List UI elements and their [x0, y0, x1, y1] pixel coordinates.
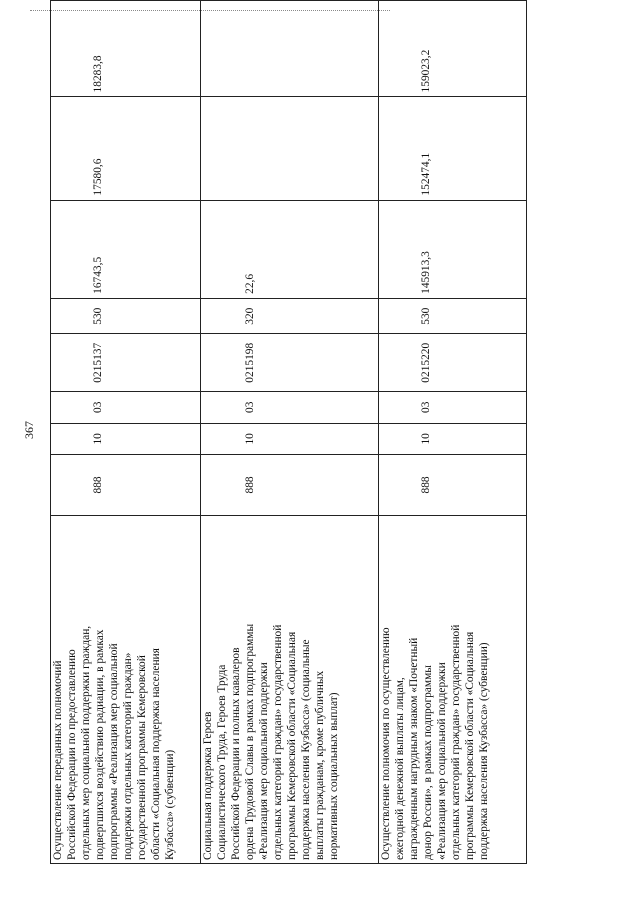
year2-amount: 17580,6 — [51, 97, 201, 200]
description-line: отдельных мер социальной поддержки граждан, — [80, 625, 92, 860]
description-line: ордена Трудовой Славы в рамках подпрограммы — [244, 623, 256, 860]
description-line: поддержка населения Кузбасса» (социальные — [300, 639, 312, 860]
description-line: Социалистического Труда, Героев Труда — [216, 664, 228, 860]
year2-amount — [201, 97, 379, 200]
description-line: нормативных социальных выплат) — [328, 692, 340, 860]
table-row — [379, 1, 527, 864]
section-code: 10 — [201, 423, 379, 455]
ministry-code: 888 — [201, 455, 379, 516]
year1-amount: 22,6 — [201, 200, 379, 298]
description-line: Осуществление переданных полномочий — [52, 660, 64, 860]
target-article-code: 0215198 — [201, 334, 379, 392]
subsection-code: 03 — [379, 392, 527, 424]
description-line: поддержка населения Кузбасса» (субвенции) — [478, 642, 490, 860]
description-line: отдельных категорий граждан» государственной — [450, 624, 462, 860]
ministry-code: 888 — [51, 455, 201, 516]
year3-amount: 159023,2 — [379, 1, 527, 97]
description-line: Российской Федерации по предоставлению — [66, 649, 78, 860]
description-line: «Реализация мер социальной поддержки — [258, 662, 270, 860]
expense-type-code: 320 — [201, 298, 379, 334]
subsection-code: 03 — [51, 392, 201, 424]
expense-type-code: 530 — [379, 298, 527, 334]
year3-amount: 18283,8 — [51, 1, 201, 97]
expense-type-code: 530 — [51, 298, 201, 334]
description-line: поддержки отдельных категорий граждан» — [122, 652, 134, 860]
description-line: области «Социальная поддержка населения — [150, 648, 162, 860]
description-line: Осуществление полномочия по осуществлению — [380, 627, 392, 860]
row-description — [51, 515, 201, 863]
section-code: 10 — [379, 423, 527, 455]
budget-table — [50, 0, 527, 864]
description-line: подвергшихся воздействию радиации, в рамках — [94, 629, 106, 860]
description-line: отдельных категорий граждан» государственной — [272, 624, 284, 860]
description-line: донор России», в рамках подпрограммы — [422, 665, 434, 860]
year2-amount: 152474,1 — [379, 97, 527, 200]
description-line: программы Кемеровской области «Социальная — [464, 631, 476, 860]
description-line: награжденным нагрудным знаком «Почетный — [408, 637, 420, 860]
ministry-code: 888 — [379, 455, 527, 516]
description-line: ежегодной денежной выплаты лицам, — [394, 677, 406, 860]
section-code: 10 — [51, 423, 201, 455]
description-line: выплаты гражданам, кроме публичных — [314, 670, 326, 860]
target-article-code: 0215220 — [379, 334, 527, 392]
table-row — [201, 1, 379, 864]
table-row — [51, 1, 201, 864]
year1-amount: 16743,5 — [51, 200, 201, 298]
description-line: подпрограммы «Реализация мер социальной — [108, 643, 120, 860]
target-article-code: 0215137 — [51, 334, 201, 392]
description-line: Социальная поддержка Героев — [202, 711, 214, 860]
page-number: 367 — [22, 421, 36, 439]
year1-amount: 145913,3 — [379, 200, 527, 298]
row-description — [201, 515, 379, 863]
description-line: Российской Федерации и полных кавалеров — [230, 647, 242, 860]
year3-amount — [201, 1, 379, 97]
description-line: программы Кемеровской области «Социальная — [286, 631, 298, 860]
description-line: «Реализация мер социальной поддержки — [436, 662, 448, 860]
description-line: государственной программы Кемеровской — [136, 655, 148, 860]
subsection-code: 03 — [201, 392, 379, 424]
description-line: Кузбасса» (субвенции) — [164, 749, 176, 860]
row-description — [379, 515, 527, 863]
